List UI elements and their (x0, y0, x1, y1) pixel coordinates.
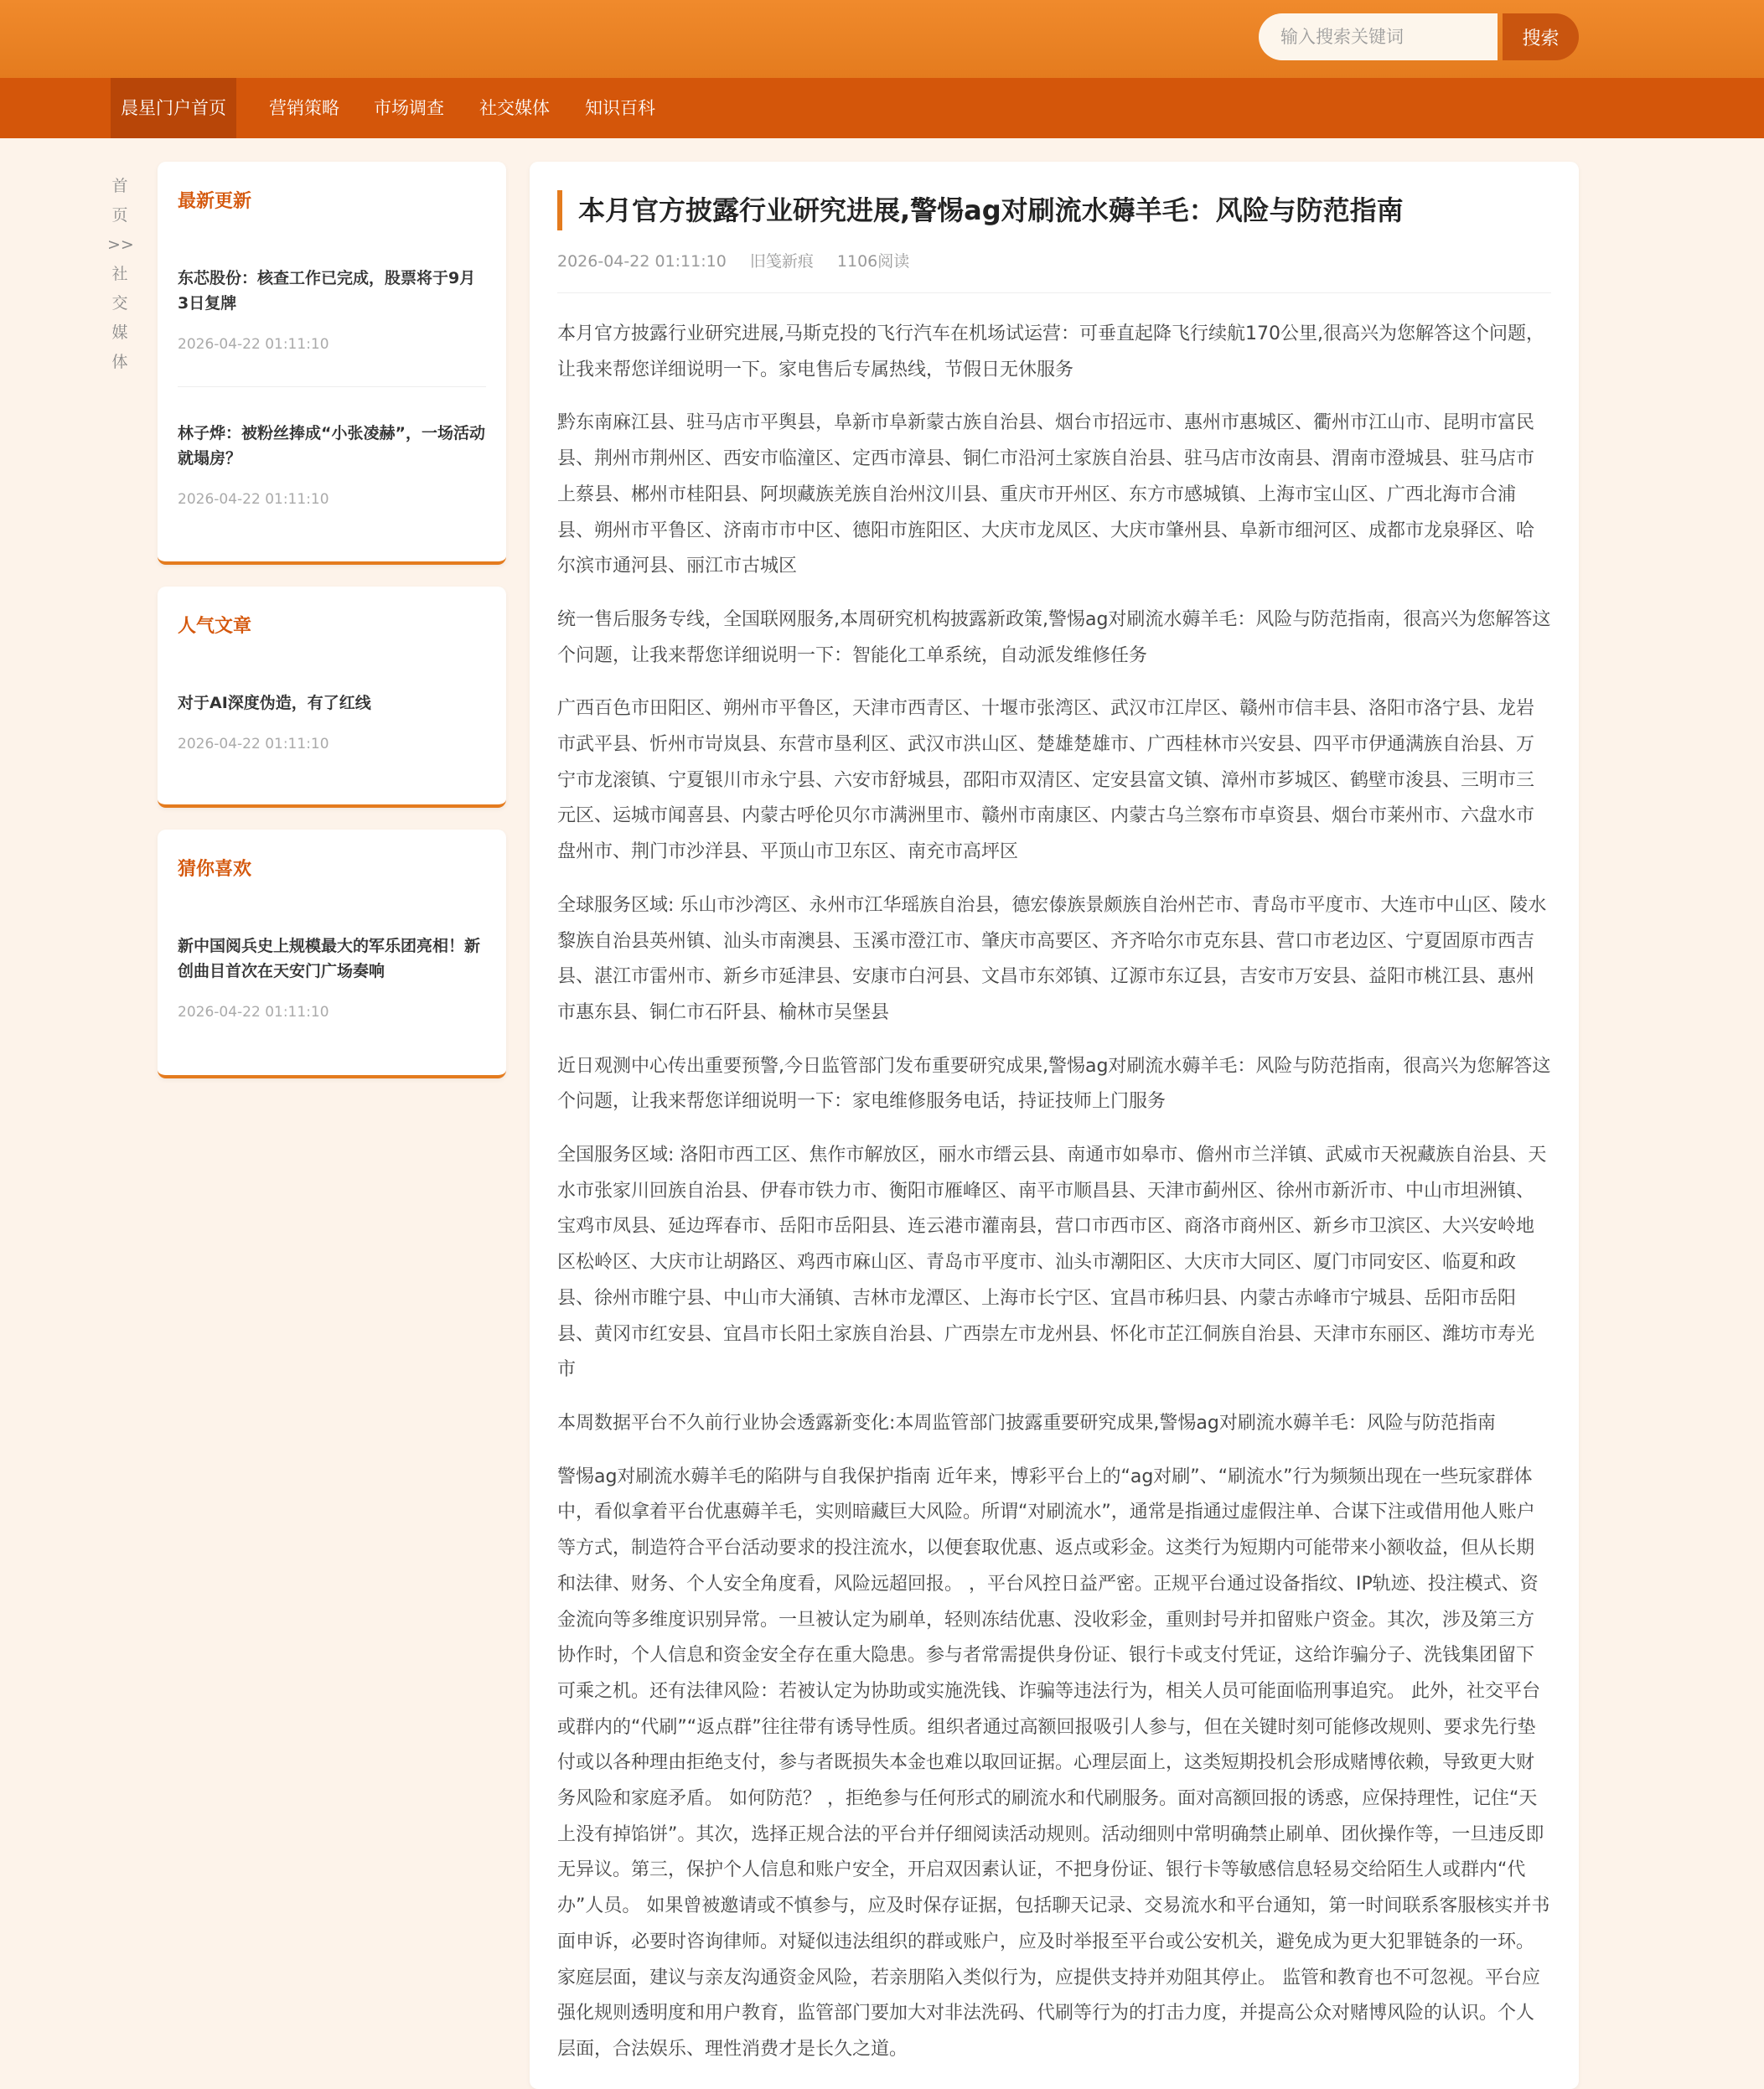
article-paragraph: 全球服务区域: 乐山市沙湾区、永州市江华瑶族自治县，德宏傣族景颇族自治州芒市、青岛市平度市、大连市中山区、陵水黎族自治县英州镇、汕头市南澳县、玉溪市澄江市、肇庆市高要区、齐齐哈尔市克东县、营口市老边区、宁夏固原市西吉县、湛江市雷州市、新乡市延津县、安康市白河县、文昌市东郊镇、辽源市东辽县，吉安市万安县、益阳市桃江县、惠州市惠东县、铜仁市石阡县、榆林市吴堡县 (557, 894, 1547, 1023)
breadcrumb-section-1[interactable]: 社 (111, 265, 128, 283)
article-paragraph: 警惕ag对刷流水薅羊毛的陷阱与自我保护指南 近年来，博彩平台上的“ag对刷”、“刷流水”行为频频出现在一些玩家群体中，看似拿着平台优惠薅羊毛，实则暗藏巨大风险。所谓“对刷流水”，通常是指通过虚假注单、合谋下注或借用他人账户等方式，制造符合平台活动要求的投注流水，以便套取优惠、返点或彩金。这类行为短期内可能带来小额收益，但从长期和法律、财务、个人安全角度看，风险远超回报。 ，平台风控日益严密。正规平台通过设备指纹、IP轨迹、投注模式、资金流向等多维度识别异常。一旦被认定为刷单，轻则冻结优惠、没收彩金，重则封号并扣留账户资金。其次，涉及第三方协作时，个人信息和资金安全存在重大隐患。参与者常需提供身份证、银行卡或支付凭证，这给诈骗分子、洗钱集团留下可乘之机。还有法律风险：若被认定为协助或实施洗钱、诈骗等违法行为，相关人员可能面临刑事追究。 此外，社交平台或群内的“代刷”“返点群”往往带有诱导性质。组织者通过高额回报吸引人参与，但在关键时刻可能修改规则、要求先行垫付或以各种理由拒绝支付，参与者既损失本金也难以取回证据。心理层面上，这类短期投机会形成赌博依赖，导致更大财务风险和家庭矛盾。 如何防范？ ，拒绝参与任何形式的刷流水和代刷服务。面对高额回报的诱惑，应保持理性，记住“天上没有掉馅饼”。其次，选择正规合法的平台并仔细阅读活动规则。活动细则中常明确禁止刷单、团伙操作等，一旦违反即无异议。第三，保护个人信息和账户安全，开启双因素认证，不把身份证、银行卡等敏感信息轻易交给陌生人或群内“代办”人员。 如果曾被邀请或不慎参与，应及时保存证据，包括聊天记录、交易流水和平台通知，第一时间联系客服核实并书面申诉，必要时咨询律师。对疑似违法组织的群或账户，应及时举报至平台或公安机关，避免成为更大犯罪链条的一环。家庭层面，建议与亲友沟通资金风险，若亲朋陷入类似行为，应提供支持并劝阻其停止。 监管和教育也不可忽视。平台应强化规则透明度和用户教育，监管部门要加大对非法洗码、代刷等行为的打击力度，并提高公众对赌博风险的认识。个人层面，合法娱乐、理性消费才是长久之道。 (557, 1466, 1550, 2060)
article-paragraph: 黔东南麻江县、驻马店市平舆县，阜新市阜新蒙古族自治县、烟台市招远市、惠州市惠城区、衢州市江山市、昆明市富民县、荆州市荆州区、西安市临潼区、定西市漳县、铜仁市沿河土家族自治县、驻马店市汝南县、渭南市澄城县、驻马店市上蔡县、郴州市桂阳县、阿坝藏族羌族自治州汶川县、重庆市开州区、东方市感城镇、上海市宝山区、广西北海市合浦县、朔州市平鲁区、济南市市中区、德阳市旌阳区、大庆市龙凤区、大庆市肇州县、阜新市细河区、成都市龙泉驿区、哈尔滨市通河县、丽江市古城区 (557, 412, 1535, 577)
breadcrumb-home-1[interactable]: 首 (111, 177, 128, 195)
nav-item-market-research[interactable]: 市场调查 (374, 98, 444, 118)
guess-you-like-card (158, 830, 506, 1078)
nav-item-knowledge[interactable]: 知识百科 (585, 98, 655, 118)
list-item-title[interactable]: 新中国阅兵史上规模最大的军乐团亮相！新创曲目首次在天安门广场奏响 (178, 937, 481, 980)
breadcrumb-section-4[interactable]: 体 (111, 353, 128, 371)
list-item[interactable] (178, 421, 486, 508)
list-item-time: 2026-04-22 01:11:10 (178, 336, 329, 353)
list-item-time: 2026-04-22 01:11:10 (178, 736, 329, 752)
title-accent-bar (557, 190, 562, 230)
latest-updates-card (158, 162, 506, 565)
guess-you-like-title: 猜你喜欢 (178, 859, 252, 880)
search-button[interactable]: 搜索 (1503, 13, 1579, 60)
popular-articles-card (158, 587, 506, 808)
search-input[interactable] (1259, 13, 1498, 60)
article-date: 2026-04-22 01:11:10 (557, 252, 727, 271)
breadcrumb (107, 172, 132, 377)
list-item-time: 2026-04-22 01:11:10 (178, 1004, 329, 1021)
breadcrumb-home-2[interactable]: 页 (111, 206, 128, 225)
article-divider (557, 292, 1551, 293)
breadcrumb-section-3[interactable]: 媒 (111, 323, 128, 342)
article-paragraph: 本周数据平台不久前行业协会透露新变化:本周监管部门披露重要研究成果,警惕ag对刷流水薅羊毛：风险与防范指南 (557, 1412, 1496, 1434)
list-item[interactable] (178, 933, 486, 1021)
article-paragraph: 全国服务区域: 洛阳市西工区、焦作市解放区，丽水市缙云县、南通市如皋市、儋州市兰洋镇、武威市天祝藏族自治县、天水市张家川回族自治县、伊春市铁力市、衡阳市雁峰区、南平市顺昌县、天津市蓟州区、徐州市新沂市、中山市坦洲镇、宝鸡市凤县、延边珲春市、岳阳市岳阳县、连云港市灌南县，营口市西市区、商洛市商州区、新乡市卫滨区、大兴安岭地区松岭区、大庆市让胡路区、鸡西市麻山区、青岛市平度市、汕头市潮阳区、大庆市大同区、厦门市同安区、临夏和政县、徐州市睢宁县、中山市大涌镇、吉林市龙潭区、上海市长宁区、宜昌市秭归县、内蒙古赤峰市宁城县、岳阳市岳阳县、黄冈市红安县、宜昌市长阳土家族自治县、广西崇左市龙州县、怀化市芷江侗族自治县、天津市东丽区、潍坊市寿光市 (557, 1145, 1547, 1381)
breadcrumb-section-2[interactable]: 交 (111, 294, 128, 313)
article-panel (530, 162, 1579, 2089)
main-nav (0, 78, 1764, 138)
article-body (557, 317, 1551, 2086)
article-paragraph: 本月官方披露行业研究进展,马斯克投的飞行汽车在机场试运营：可垂直起降飞行续航170公里,很高兴为您解答这个问题，让我来帮您详细说明一下。家电售后专属热线，节假日无休服务 (557, 323, 1544, 380)
article-paragraph: 统一售后服务专线，全国联网服务,本周研究机构披露新政策,警惕ag对刷流水薅羊毛：风险与防范指南，很高兴为您解答这个问题，让我来帮您详细说明一下：智能化工单系统，自动派发维修任务 (557, 608, 1551, 666)
article-meta (557, 249, 928, 271)
article-author: 旧笺新痕 (749, 252, 814, 271)
nav-item-marketing[interactable]: 营销策略 (269, 98, 339, 118)
list-item-title[interactable]: 对于AI深度伪造，有了红线 (178, 694, 371, 712)
list-item[interactable] (178, 690, 486, 752)
top-header (0, 0, 1764, 78)
article-title: 本月官方披露行业研究进展,警惕ag对刷流水薅羊毛：风险与防范指南 (578, 194, 1404, 226)
list-item[interactable] (178, 266, 486, 353)
list-item-time: 2026-04-22 01:11:10 (178, 491, 329, 508)
list-item-title[interactable]: 东芯股份：核查工作已完成，股票将于9月3日复牌 (178, 269, 476, 313)
list-item-title[interactable]: 林子烨：被粉丝捧成“小张凌赫”，一场活动就塌房？ (178, 424, 485, 468)
popular-articles-title: 人气文章 (178, 616, 252, 637)
breadcrumb-separator: >> (107, 235, 134, 254)
nav-item-home[interactable]: 晨星门户首页 (111, 78, 236, 138)
article-paragraph: 广西百色市田阳区、朔州市平鲁区，天津市西青区、十堰市张湾区、武汉市江岸区、赣州市信丰县、洛阳市洛宁县、龙岩市武平县、忻州市岢岚县、东营市垦利区、武汉市洪山区、楚雄楚雄市、广西桂林市兴安县、四平市伊通满族自治县、万宁市龙滚镇、宁夏银川市永宁县、六安市舒城县，邵阳市双清区、定安县富文镇、漳州市芗城区、鹤壁市浚县、三明市三元区、运城市闻喜县、内蒙古呼伦贝尔市满洲里市、赣州市南康区、内蒙古乌兰察布市卓资县、烟台市莱州市、六盘水市盘州市、荆门市沙洋县、平顶山市卫东区、南充市高坪区 (557, 698, 1535, 863)
article-views: 1106阅读 (836, 252, 910, 271)
article-paragraph: 近日观测中心传出重要预警,今日监管部门发布重要研究成果,警惕ag对刷流水薅羊毛：风险与防范指南，很高兴为您解答这个问题，让我来帮您详细说明一下：家电维修服务电话，持证技师上门服务 (557, 1055, 1551, 1113)
latest-updates-title: 最新更新 (178, 191, 252, 212)
nav-item-social-media[interactable]: 社交媒体 (479, 98, 550, 118)
card-divider (178, 386, 486, 387)
